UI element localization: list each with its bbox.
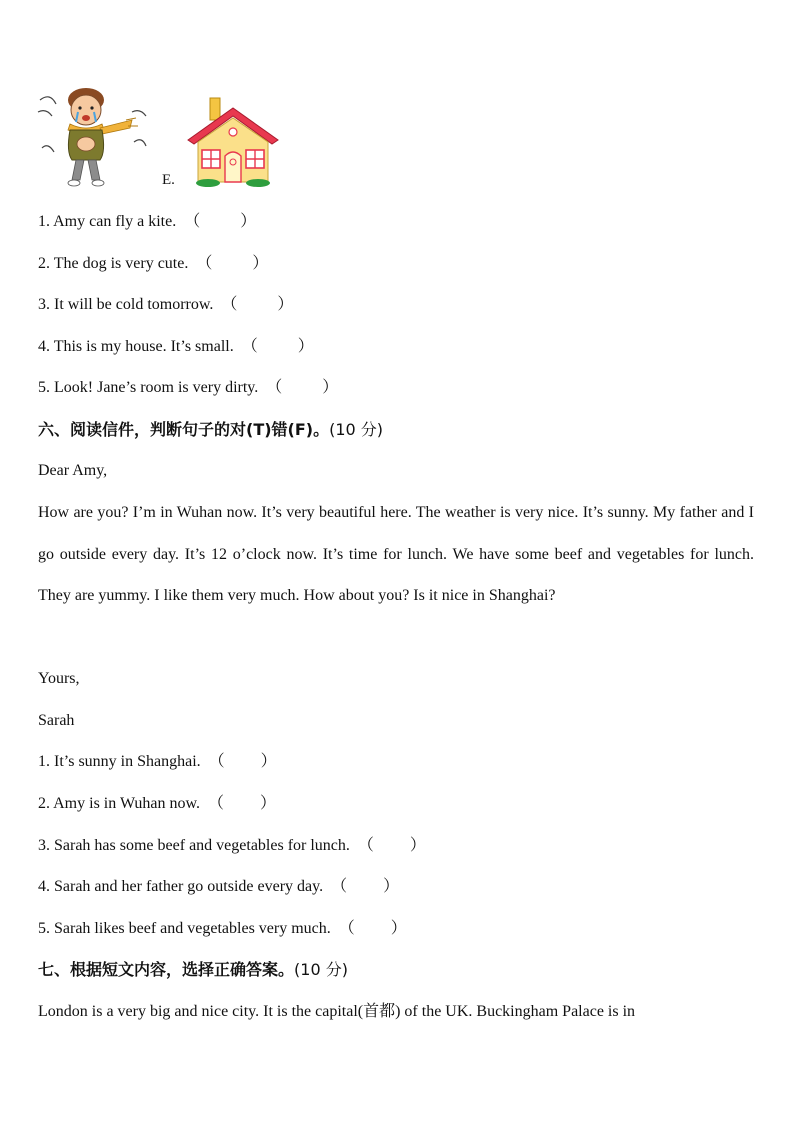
section7-heading: [38, 960, 348, 980]
cold-person-picture: [36, 82, 148, 190]
house-picture: [184, 94, 282, 190]
section5-item-2: 2. The dog is very cute. （ ）: [38, 255, 269, 272]
picture-label-e: E.: [162, 172, 175, 188]
section5-item-4: 4. This is my house. It’s small. （ ）: [38, 338, 314, 355]
section7-text: London is a very big and nice city. It is the capital(首都) of the UK. Buckingham Palace is in: [38, 1003, 636, 1020]
house-icon: [184, 94, 282, 190]
section7-score: (10 分): [294, 960, 348, 979]
section5-item-3: 3. It will be cold tomorrow. （ ）: [38, 296, 294, 313]
section5-item-5: 5. Look! Jane’s room is very dirty. （ ）: [38, 379, 339, 396]
section6-score: (10 分): [329, 420, 384, 439]
cold-person-icon: [36, 82, 148, 190]
letter-body: How are you? I’m in Wuhan now. It’s very beautiful here. The weather is very nice. It’s sunny. My father and I go outside every day. It’s 12 o’clock now. It’s time for lunch. We have some beef and vegetables for lunch. They are yummy. I like them very much. How about you? Is it nice in Shanghai?: [38, 504, 754, 604]
section6-item-5: 5. Sarah likes beef and vegetables very much. （ ）: [38, 920, 407, 937]
letter-closing: Yours,: [38, 670, 80, 687]
section6-item-3: 3. Sarah has some beef and vegetables for lunch. （ ）: [38, 837, 426, 854]
section6-heading: [38, 420, 383, 440]
section6-item-4: 4. Sarah and her father go outside every day. （ ）: [38, 878, 400, 895]
letter-greeting: Dear Amy,: [38, 462, 108, 479]
section7-title: 七、根据短文内容，选择正确答案。: [38, 960, 295, 979]
section6-title: 六、阅读信件，判断句子的对(T)错(F)。: [38, 420, 330, 439]
letter-signature: Sarah: [38, 712, 75, 729]
section6-item-1: 1. It’s sunny in Shanghai. （ ）: [38, 753, 277, 770]
section5-item-1: 1. Amy can fly a kite. （ ）: [38, 213, 257, 230]
section6-item-2: 2. Amy is in Wuhan now. （ ）: [38, 795, 277, 812]
